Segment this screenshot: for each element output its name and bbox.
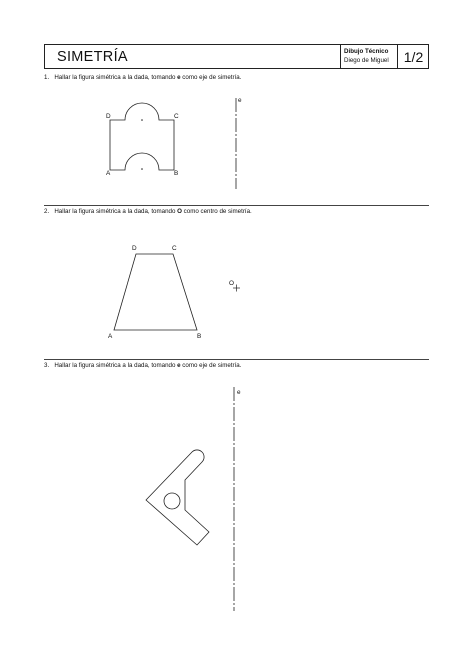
figure-3-shape bbox=[146, 450, 209, 545]
point-label: B bbox=[174, 170, 179, 177]
exercise-key: e bbox=[177, 74, 181, 81]
point-label: A bbox=[106, 170, 111, 177]
exercise-number: 2. bbox=[44, 208, 50, 215]
exercise-text: Hallar la figura simétrica a la dada, tomando bbox=[54, 362, 178, 369]
axis-label: e bbox=[237, 389, 241, 396]
point-label: C bbox=[172, 245, 177, 252]
exercise-number: 1. bbox=[44, 74, 50, 81]
page-number: 1/2 bbox=[403, 49, 424, 65]
point-label: D bbox=[132, 245, 137, 252]
point-label: A bbox=[108, 333, 113, 340]
author-name: Diego de Miguel bbox=[344, 57, 389, 64]
symmetry-center-mark bbox=[233, 285, 240, 292]
figure-3-hole bbox=[164, 493, 180, 509]
figure-2-trapezoid bbox=[114, 254, 197, 330]
point-label: C bbox=[174, 113, 179, 120]
center-label: O bbox=[229, 280, 234, 287]
exercise-text: Hallar la figura simétrica a la dada, tomando bbox=[54, 74, 178, 81]
point-label: B bbox=[197, 333, 202, 340]
exercise-text: Hallar la figura simétrica a la dada, tomando bbox=[54, 208, 178, 215]
figure-1-shape bbox=[110, 103, 174, 170]
exercise-key: O bbox=[177, 208, 182, 215]
point-label: D bbox=[106, 113, 111, 120]
axis-label: e bbox=[238, 97, 242, 104]
page-title: SIMETRÍA bbox=[57, 49, 128, 65]
arc-center-mark bbox=[141, 168, 143, 170]
exercise-text: como eje de simetría. bbox=[180, 362, 242, 369]
arc-center-mark bbox=[141, 119, 143, 121]
exercise-key: e bbox=[177, 362, 181, 369]
exercise-number: 3. bbox=[44, 362, 50, 369]
course-name: Dibujo Técnico bbox=[344, 48, 389, 55]
exercise-text: como eje de simetría. bbox=[180, 74, 242, 81]
exercise-text: como centro de simetría. bbox=[181, 208, 252, 215]
